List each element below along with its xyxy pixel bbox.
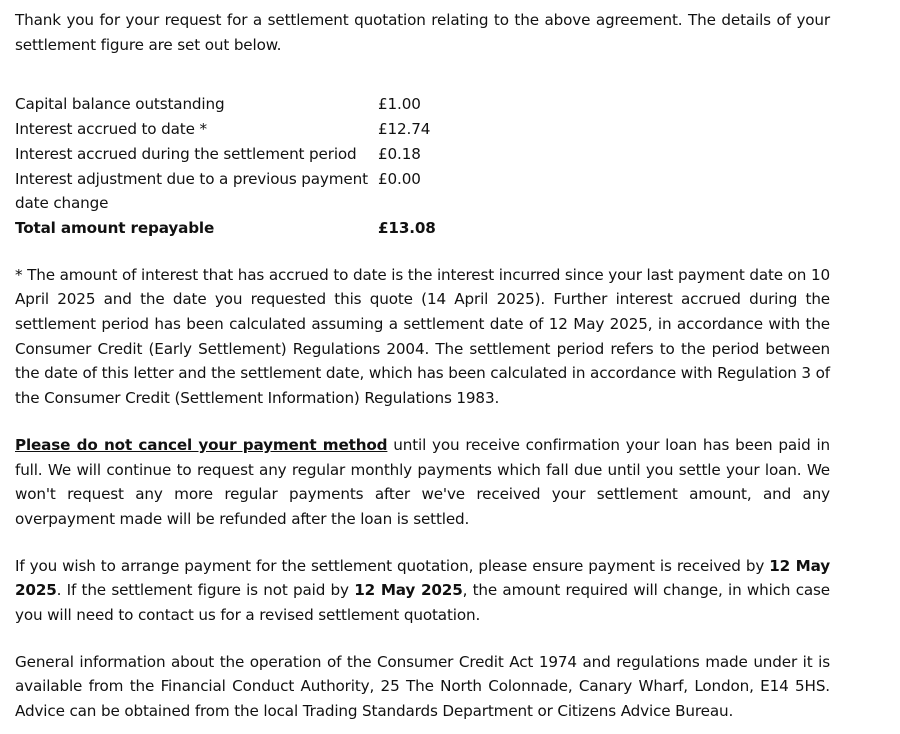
- payment-method-text: until you receive confirmation your loan has been paid in full. We will continue to request any regular monthly payments which fall due until you settle your loan. We won't request any more regular payments after we've received your settlement amount, and any overpayment made will be refunded after the loan is settled.: [15, 435, 830, 528]
- arrange-payment-text-2: . If the settlement figure is not paid by: [56, 581, 355, 600]
- arrange-payment-text-1: If you wish to arrange payment for the settlement quotation, please ensure payment is received by: [15, 556, 770, 575]
- payment-method-paragraph: [15, 433, 830, 532]
- total-row: [15, 216, 455, 241]
- row-amount: £0.00: [378, 169, 421, 188]
- row-amount: £0.18: [378, 144, 421, 163]
- table-row: [15, 142, 455, 167]
- table-row: [15, 92, 455, 117]
- table-row: [15, 167, 455, 216]
- row-label: Interest accrued during the settlement period: [15, 144, 357, 163]
- arrange-payment-text-3: , the amount required will change, in which case you will need to contact us for a revised settlement quotation.: [15, 581, 831, 625]
- general-info-paragraph: General information about the operation of the Consumer Credit Act 1974 and regulations made under it is available from the Financial Conduct Authority, 25 The North Colonnade, Canary Wharf, London, E14 5HS. Advice can be obtained from the local Trading Standards Department or Citizens Advice Bureau.: [15, 652, 830, 721]
- footnote-paragraph: * The amount of interest that has accrued to date is the interest incurred since your last payment date on 10 April 2025 and the date you requested this quote (14 April 2025). Further interest accrued during the settlement period has been calculated assuming a settlement date of 12 May 2025, in accordance with the Consumer Credit (Early Settlement) Regulations 2004. The settlement period refers to the period between the date of this letter and the settlement date, which has been calculated in accordance with Regulation 3 of the Consumer Credit (Settlement Information) Regulations 1983.: [15, 265, 830, 408]
- total-label: Total amount repayable: [15, 218, 215, 237]
- arrange-payment-paragraph: [15, 554, 830, 628]
- row-amount: £1.00: [378, 95, 421, 114]
- row-label: Capital balance outstanding: [15, 95, 225, 114]
- settlement-figure-table: [15, 92, 455, 240]
- settlement-date-1: 12 May 2025: [15, 556, 830, 600]
- payment-method-emphasis: Please do not cancel your payment method: [15, 435, 388, 454]
- row-label: Interest accrued to date *: [15, 120, 207, 139]
- row-amount: £12.74: [378, 120, 431, 139]
- settlement-date-2: 12 May 2025: [354, 581, 463, 600]
- row-label: Interest adjustment due to a previous payment date change: [15, 169, 368, 213]
- intro-paragraph: Thank you for your request for a settlement quotation relating to the above agreement. The details of your settlement figure are set out below.: [15, 11, 830, 54]
- total-amount: £13.08: [378, 218, 436, 237]
- table-row: [15, 117, 455, 142]
